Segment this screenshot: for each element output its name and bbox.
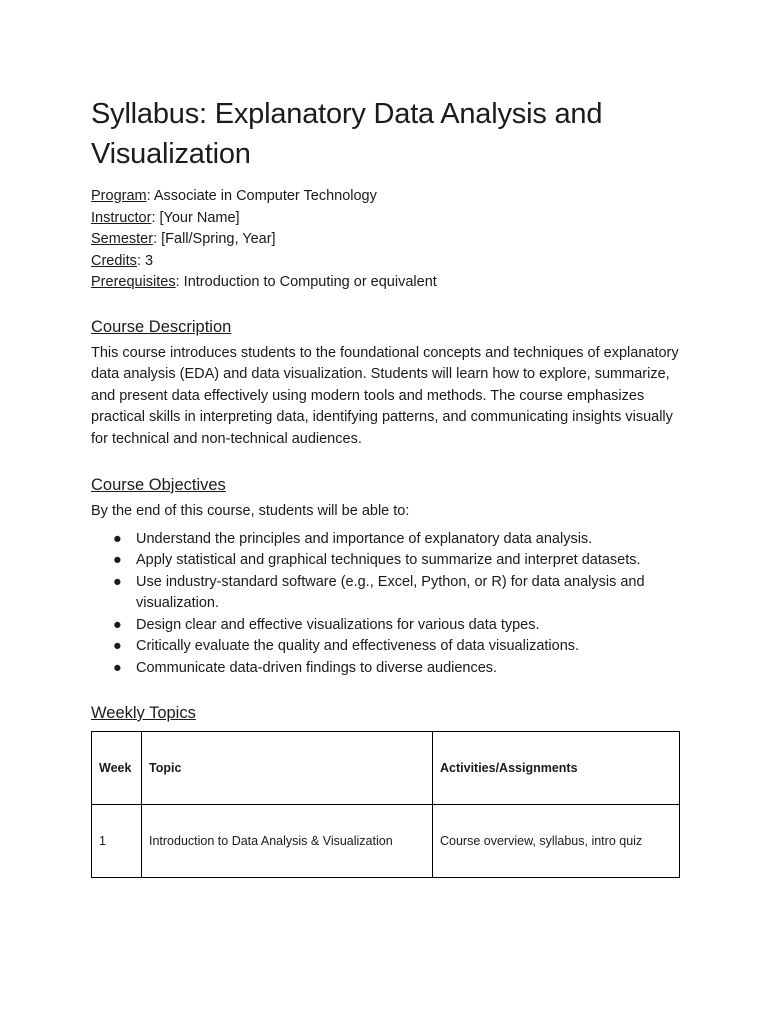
meta-value: : 3 — [136, 252, 154, 269]
objective-text: Understand the principles and importance of explanatory data analysis. — [136, 530, 593, 547]
bullet-icon: ● — [113, 530, 122, 547]
objective-text: Apply statistical and graphical techniques to summarize and interpret datasets. — [136, 552, 641, 568]
list-item — [91, 636, 681, 658]
bullet-icon: ● — [113, 616, 122, 633]
page-title: Syllabus: Explanatory Data Analysis and Visualization — [91, 98, 603, 170]
course-description-text: This course introduces students to the foundational concepts and techniques of explanatory data analysis (EDA) and data visualization. Students will learn how to explore, summarize, and present data effectively using modern tools and methods. The course emphasizes practical skills in interpreting data, identifying patterns, and communicating insights visually for technical and non-technical audiences. — [91, 344, 679, 447]
meta-value: : [Fall/Spring, Year] — [153, 231, 276, 247]
bullet-icon: ● — [113, 552, 122, 568]
meta-program — [91, 186, 681, 208]
objectives-list — [91, 529, 681, 680]
list-item — [91, 572, 681, 615]
weekly-topics-table — [91, 731, 680, 878]
course-description-heading: Course Description — [91, 317, 232, 336]
meta-semester — [91, 229, 681, 251]
course-objectives-intro: By the end of this course, students will be able to: — [91, 503, 410, 519]
bullet-icon: ● — [113, 638, 122, 654]
cell-week: 1 — [92, 805, 142, 878]
column-header-topic: Topic — [142, 732, 433, 805]
column-header-activities: Activities/Assignments — [433, 732, 680, 805]
meta-key: Program — [91, 188, 147, 204]
list-item — [91, 529, 681, 551]
list-item — [91, 550, 681, 572]
bullet-icon: ● — [113, 573, 122, 590]
column-header-week: Week — [92, 732, 142, 805]
objective-text: Use industry-standard software (e.g., Excel, Python, or R) for data analysis and visualization. — [136, 573, 645, 611]
meta-credits — [91, 251, 681, 273]
cell-topic: Introduction to Data Analysis & Visualization — [142, 805, 433, 878]
table-row — [92, 805, 680, 878]
cell-activities: Course overview, syllabus, intro quiz — [433, 805, 680, 878]
bullet-icon: ● — [113, 659, 122, 676]
course-objectives-heading: Course Objectives — [91, 476, 226, 494]
weekly-topics-heading: Weekly Topics — [91, 704, 196, 722]
objective-text: Communicate data-driven findings to diverse audiences. — [136, 659, 498, 676]
meta-prerequisites — [91, 272, 681, 294]
meta-key: Instructor — [91, 209, 152, 226]
meta-key: Prerequisites — [91, 274, 176, 290]
meta-value: : Associate in Computer Technology — [146, 188, 377, 204]
table-header-row — [92, 732, 680, 805]
meta-value: : Introduction to Computing or equivalent — [175, 274, 437, 290]
meta-key: Semester — [91, 231, 154, 247]
meta-value: : [Your Name] — [151, 209, 240, 226]
syllabus-document — [91, 94, 681, 878]
list-item — [91, 615, 681, 637]
objective-text: Critically evaluate the quality and effectiveness of data visualizations. — [136, 638, 580, 654]
meta-instructor — [91, 208, 681, 230]
meta-key: Credits — [91, 252, 137, 269]
list-item — [91, 658, 681, 680]
course-meta — [91, 186, 681, 294]
objective-text: Design clear and effective visualizations for various data types. — [136, 616, 540, 633]
